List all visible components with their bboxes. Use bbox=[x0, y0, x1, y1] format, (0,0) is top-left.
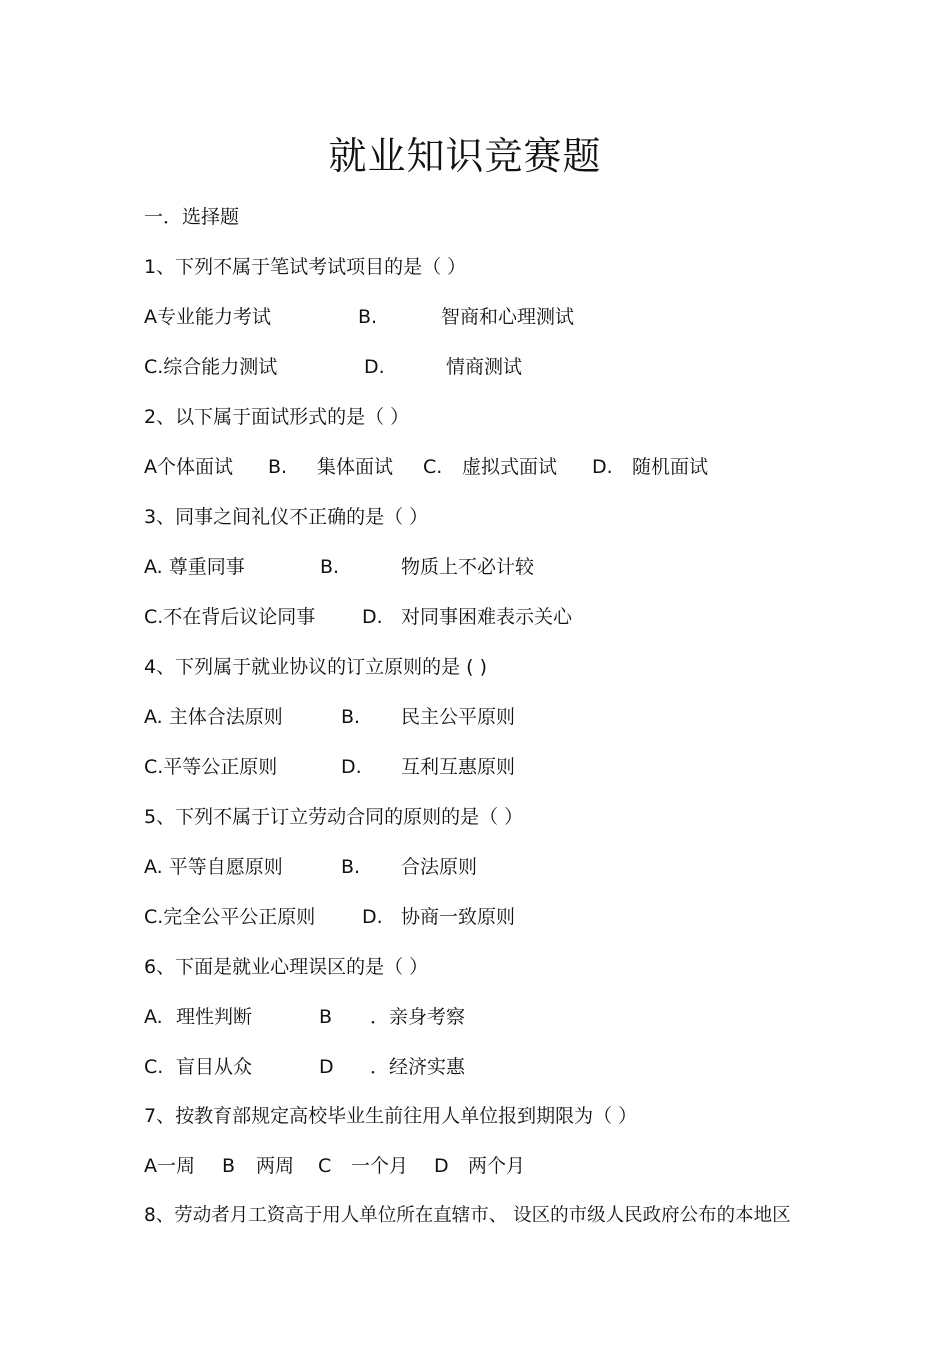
option-b-text: 民主公平原则 bbox=[401, 706, 516, 728]
option-d-marker: D bbox=[319, 1056, 334, 1078]
option-a-text: 理性判断 bbox=[176, 1006, 253, 1028]
option-b-text: 合法原则 bbox=[401, 856, 478, 878]
option-d-text: 两个月 bbox=[468, 1155, 526, 1177]
option-d-marker: D bbox=[434, 1155, 449, 1177]
question-6-stem: 6、下面是就业心理误区的是（ ） bbox=[144, 956, 429, 978]
option-b-text: 集体面试 bbox=[317, 456, 394, 478]
option-c-text: 盲目从众 bbox=[176, 1056, 253, 1078]
option-b-text: 两周 bbox=[256, 1155, 295, 1177]
option-a: A. 尊重同事 bbox=[144, 556, 245, 578]
option-d-text: 协商一致原则 bbox=[401, 906, 516, 928]
option-a: A. 平等自愿原则 bbox=[144, 856, 283, 878]
option-b-text: 物质上不必计较 bbox=[401, 556, 535, 578]
option-a-marker: A. bbox=[144, 1006, 163, 1028]
option-d-marker: D. bbox=[362, 606, 383, 628]
option-a: A. 主体合法原则 bbox=[144, 706, 283, 728]
option-c: C.不在背后议论同事 bbox=[144, 606, 316, 628]
option-c-marker: C bbox=[318, 1155, 332, 1177]
option-a: A专业能力考试 bbox=[144, 306, 271, 328]
option-b-text: 智商和心理测试 bbox=[441, 306, 575, 328]
option-b-text: ．亲身考察 bbox=[370, 1006, 466, 1028]
option-a: A一周 bbox=[144, 1155, 195, 1177]
option-b-marker: B. bbox=[268, 456, 288, 478]
option-c: C.平等公正原则 bbox=[144, 756, 278, 778]
option-c-marker: C. bbox=[423, 456, 443, 478]
option-c: C.综合能力测试 bbox=[144, 356, 278, 378]
option-b-marker: B. bbox=[341, 856, 361, 878]
option-c-text: 虚拟式面试 bbox=[462, 456, 558, 478]
option-d-marker: D. bbox=[341, 756, 362, 778]
option-c-text: 一个月 bbox=[351, 1155, 409, 1177]
option-d-marker: D. bbox=[364, 356, 385, 378]
option-b-marker: B. bbox=[358, 306, 378, 328]
page-title: 就业知识竞赛题 bbox=[328, 134, 602, 178]
option-d-text: 情商测试 bbox=[446, 356, 523, 378]
option-b-marker: B. bbox=[341, 706, 361, 728]
option-d-marker: D. bbox=[362, 906, 383, 928]
question-1-stem: 1、下列不属于笔试考试项目的是（ ） bbox=[144, 256, 467, 278]
question-3-stem: 3、同事之间礼仪不正确的是（ ） bbox=[144, 506, 429, 528]
option-b-marker: B. bbox=[320, 556, 340, 578]
option-c: C.完全公平公正原则 bbox=[144, 906, 316, 928]
option-d-marker: D. bbox=[592, 456, 613, 478]
option-b-marker: B bbox=[222, 1155, 236, 1177]
question-7-stem: 7、按教育部规定高校毕业生前往用人单位报到期限为（ ） bbox=[144, 1105, 638, 1127]
section-heading: 一．选择题 bbox=[144, 206, 240, 228]
question-8-stem: 8、劳动者月工资高于用人单位所在直辖市、 设区的市级人民政府公布的本地区 bbox=[144, 1205, 791, 1226]
option-c-marker: C. bbox=[144, 1056, 164, 1078]
question-5-stem: 5、下列不属于订立劳动合同的原则的是（ ） bbox=[144, 806, 524, 828]
question-4-stem: 4、下列属于就业协议的订立原则的是 ( ) bbox=[144, 656, 487, 678]
option-d-text: ．经济实惠 bbox=[370, 1056, 466, 1078]
option-d-text: 互利互惠原则 bbox=[401, 756, 516, 778]
option-b-marker: B bbox=[319, 1006, 333, 1028]
option-d-text: 随机面试 bbox=[632, 456, 709, 478]
option-a: A个体面试 bbox=[144, 456, 233, 478]
option-d-text: 对同事困难表示关心 bbox=[401, 606, 573, 628]
question-2-stem: 2、以下属于面试形式的是（ ） bbox=[144, 406, 410, 428]
